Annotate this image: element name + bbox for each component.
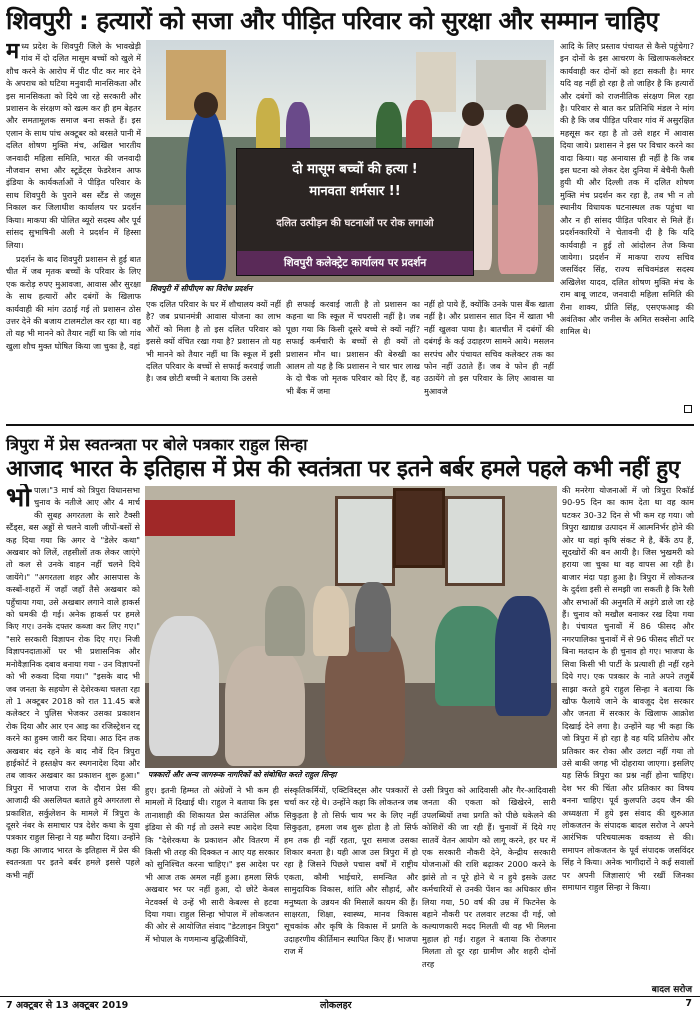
article2-col1-text: पाल।"3 मार्च को त्रिपुरा विधानसभा चुनाव के नतीजे आए और 4 मार्च की सुबह अगरतला के सारे टैक्सी स्टैंड्स, बस अड्डों से चलने वाली जीपों-बसों से कह दिया गया कि अगर वे "डेलेर कथा" अखबार को लिलें, तहसीलों तक लेकर जाएंगे तो कल से उनके वाहन नहीं चलने दिये जायेंगे।" "अगरतला शहर और आसपास के कस्बों-शहरों में जहाँ जहाँ तैसे अखबार को पहुँचाया गया, उसे अखबार लगाने वाले हाकर्स को धमकी दी गई। अनेक हाकर्स पर हमले किए गए। उनके दफ्तर कब्जा कर लिए गए।" "सारे सरकारी विज्ञापन रोक दिए गए। निजी विज्ञापनदाताओं पर भी प्रशासनिक और मनोवैज्ञानिक दबाव बनाया गया - उन विज्ञापनों को भी रुकवा दिया गया।" "इसके बाद भी जब जनता के सहयोग से देशेरकथा चलता रहा तो 1 अक्टूबर 2018 को रात 11.45 बजे कलेक्टर ने पुलिस भेजकर उसका प्रकाशन रोक दिया और आर एन आइ का रजिस्ट्रेशन रद्द करने का हुक्म जारी कर दिया। आठ दिन तक अखबार बंद रहने के बाद नौवें दिन त्रिपुरा हाईकोर्ट ने हस्तक्षेप कर स्थगनादेश दिया और तब जाकर अखबार का प्रकाशन शुरू हुआ।" त्रिपुरा में भाजपा राज के दौरान प्रेस की आजादी की असलियत बताते हुये अगरतला से प्रकाशित, सर्कुलेशन के मामले में त्रिपुरा के दूसरे नंबर के समाचार पत्र देशेर कथा के युवा पत्रकार राहुल सिन्हा ने यह ब्यौरा दिया। उन्होंने कहा कि आजाद भारत के इतिहास में प्रेस की स्वतन्त्रता पर इतने बर्बर हमले इससे पहले कभी नहीं (6, 485, 140, 880)
article2-byline: बादल सरोज (651, 985, 692, 995)
article1-column-2 (146, 298, 281, 412)
page-footer (0, 996, 700, 1010)
article2-col4-text: उसी त्रिपुरा को आदिवासी और गैर-आदिवासी जनता की एकता को खिखेरने, सारी उपलब्धियों तथा प्रगति को पीछे धकेलने की कोशिशें की जा रही हैं। चुनावों में दिये गए सातवें वेतन आयोग को लागू करने, हर घर में एक सरकारी नौकरी देने, केन्द्रीय सरकारी योजनाओं की राशि बढ़ाकर 2000 करने के झांसे तो न पूरे होने थे न हुये इसके उलट कर्मचारियों से उनकी पेंशन का अधिकार छीन लिया गया, 50 वर्ष की उम्र में फिटनेस के बहाने नौकरी पर तलवार लटका दी गई, जो कल्याणकारी मदद मिलती थी वह भी मिलना मुहाल हो गई। राहुल ने बताया कि रोजगार मिलता तो दूर रहा ग्रामीण और शहरी दोनों तरह (422, 785, 556, 969)
footer-page-number: 7 (685, 998, 692, 1009)
footer-publication: लोकलहर (320, 1000, 352, 1010)
article1-headline: शिवपुरी : हत्यारों को सजा और पीड़ित परिवार को सुरक्षा और सम्मान चाहिए (6, 6, 659, 35)
article2-dropcap: भो (6, 484, 32, 513)
article1-column-5 (560, 40, 694, 412)
article2-col3-text: संस्कृतिकर्मियों, एक्टिविस्ट्स और पत्रकारों से चर्चा कर रहे थे। उन्होंने कहा कि लोकतन्त्र जब सिकुड़ता है तो सिर्फ चाय भर के लिए नहीं सिकुड़ता, हमला जब शुरू होता है तो सिर्फ हम तक ही नहीं रहता, पूरा समाज उसका शिकार बनता है। यही आज उस त्रिपुरा में हो रहा है जिसने पिछले पचास वर्षों में राष्ट्रीय एकता, कौमी भाईचारे, समन्वित और सामुदायिक विकास, शांति और सौहार्द, और मनुष्यता के उन्नयन की मिसालें कायम की हैं। साक्षरता, शिक्षा, स्वास्थ्य, मानव विकास सूचकांक और कृषि के विकास में प्रगति के उदाहरणीय कीर्तिमान स्थापित किए हैं। भाजपा राज में (284, 785, 418, 957)
protest-photo-caption: शिवपुरी में सीपीएम का विरोध प्रदर्शन (150, 284, 253, 293)
article1-col4-text: नहीं हो पाये हैं, क्योंकि उनके पास बैंक खाता नहीं है। और प्रशासन सात दिन में खाता भी नहीं खुलवा पाया है। बातचीत में दबंगों की दबंगई के कई उदाहरण सामने आये। मसलन सरपंच और पंचायत सचिव कलेक्टर तक का फोन नहीं उठाते हैं। जब वे फोन ही नहीं उठायेंगे तो इस परिवार के लिए आवास या मुआवजे (424, 299, 554, 396)
banner-line-1: दो मासूम बच्चों की हत्या ! (292, 162, 418, 177)
article-end-mark (684, 405, 692, 413)
protest-banner (236, 148, 474, 276)
article1-column-4 (424, 298, 554, 412)
article1-col3-text: ही सफाई करवाई जाती है तो प्रशासन का कहना था कि स्कूल में चपरासी नहीं है। जब पूछा गया कि किसी दूसरे बच्चे से क्यों नहीं? सफाई कर्मचारी के बच्चों से ही क्यों तो प्रशासन मौन था। प्रशासन की बेरुखी का आलम तो यह है कि प्रशासन ने चार चार लाख के दो चैक जो मृतक परिवार को दिए हैं, वह भी बैंक में जमा (286, 299, 420, 396)
article2-column-5 (562, 484, 694, 980)
article1-col1b-text: प्रदर्शन के बाद शिवपुरी प्रशासन से हुई बात चीत में जब मृतक बच्चों के परिवार के लिए एक करोड़ रुपए मुआवजा, आवास और सुरक्षा के साथ हत्यारों और दबंगों के खिलाफ कार्यवाही की मांग उठाई गई तो प्रशासन ठोस उत्तर देने की बजाय टालमटोल कर रहा था। वह तो यह भी मानने को तैयार नहीं था कि जो गांव खुला शौच मुक्त घोषित किया जा चुका है, वहां (6, 253, 141, 351)
article1-column-1 (6, 40, 141, 410)
article1-dropcap: म (6, 40, 20, 64)
article2-col2-text: हुए। इतनी हिम्मत तो अंग्रेजों ने भी कम ही मामलों में दिखाई थी। राहुल ने बताया कि इस तानाशाही की शिकायत प्रेस काउंसिल ऑफ़ इंडिया से की गई तो उसने स्पष्ट आदेश दिया कि "देशेरकथा के प्रकाशन और वितरण में किसी भी तरह की दिक्कत न आए यह सरकार को सुनिश्चित करना चाहिए।" इस आदेश पर भी आज तक अमल नहीं हुआ। हमला सिर्फ अखबार भर पर नहीं हुआ, दो छोटे केबल नेटवर्क्स थे उन्हें भी सारी केबल्स से हटवा दिया गया। राहुल सिन्हा भोपाल में लोकजतन की ओर से आयोजित संवाद "डेटलाइन त्रिपुरा" में भोपाल के गणमान्य बुद्धिजीवियों, (145, 785, 279, 944)
protest-photo (146, 40, 554, 282)
article1-col2-text: एक दलित परिवार के घर में शौचालय क्यों नहीं है? जब प्रधानमंत्री आवास योजना का लाभ औरों को मिला है तो इस दलित परिवार को इससे क्यों वंचित रखा गया है? प्रशासन तो यह भी मानने को तैयार नहीं था कि स्कूल में इसी दलित परिवार के बच्चों से सफाई करवाई जाती है। जब छोटी बच्ची ने बताया कि उससे (146, 299, 281, 384)
article2-column-2 (145, 784, 279, 994)
article2-column-1 (6, 484, 140, 984)
article2-col5-text: की मनरेगा योजनाओं में जो त्रिपुरा रिकॉर्ड 90-95 दिन का काम देता था वह काम घटकर 30-32 दिन से भी कम रह गया। जो त्रिपुरा खाद्यान्न उत्पादन में आत्मनिर्भर होने की ओर था वहां कृषि संकट मे है, बैंकें ठप हैं, सूदखोरों की बन आयी है। जिस भुखमरी को हराया जा चुका था वह वापस आ रही है। बाजार मंदा पड़ा हुआ है। त्रिपुरा में लोकतन्त्र के दुर्दशा इसी से समझी जा सकती है कि रैली और सभाओं की अनुमति में अड़ंगे डाले जा रहे हैं। चुनाव को मखौल बनाकर रख दिया गया है। पंचायत चुनावों में 86 फीसद और नगरपालिका चुनावों में से 96 फीसद सीटों पर बिना मतदान के ही चुनाव हो गए। भाजपा के सिवा किसी भी पार्टी के प्रत्याशी ही नहीं रहने दिये गए। एक पत्रकार के नाते अपने तजुर्बे साझा करते हुये राहुल सिन्हा ने बताया कि खौफ फैलाये जाने के बावजूद देश सरकार और जनता में सरकार के खिलाफ आक्रोश दिखाई देने लगा है। उन्होंने यह भी कहा कि जो त्रिपुरा में हो रहा है वह यदि प्रतिरोध और प्रतिकार कर रोका और उलटा नहीं गया तो उसे बाकी जगह भी दोहराया जाएगा। इसलिए यह सिर्फ त्रिपुरा का प्रश्न नहीं होना चाहिए। देश भर की चिंता और प्रतिकार का विषय बनना चाहिए। पूर्व कुलपति उदय जैन की अध्यक्षता में हुये इस संवाद की शुरुआत लोकजतन के संपादक बादल सरोज ने अपने आरंभिक परिचयात्मक वक्तव्य से की। समापन लोकजतन के पूर्व संपादक जसविंदर सिंह ने किया। अनेक भागीदारों ने कई सवालों पर अपनी जिज्ञासाएं भी रखीं जिनका समाधान राहुल सिन्हा ने किया। (562, 485, 694, 892)
banner-line-2: मानवता शर्मसार !! (309, 184, 401, 199)
meeting-photo (145, 486, 557, 768)
article2-headline: आजाद भारत के इतिहास में प्रेस की स्वतंत्रता पर इतने बर्बर हमले पहले कभी नहीं हुए (6, 456, 680, 482)
article2-kicker: त्रिपुरा में प्रेस स्वतन्त्रता पर बोले पत्रकार राहुल सिन्हा (6, 435, 308, 454)
article1-col1-text: ध्य प्रदेश के शिवपुरी जिले के भावखेड़ी गांव में दो दलित मासूम बच्चों को खुले में शौच करने के आरोप में पीट पीट कर मार देने के अपराध को घटिया मनुवादी मानसिकता और इस मानसिकता को दिये जा रहे सरकारी और प्रशासन के संरक्षण को खत्म कर ही हम बेहतर और समतामूलक समाज बना सकते हैं। इस एलान के साथ पांच अक्टूबर को बरसते पानी में दलित शोषण मुक्ति मंच, अखिल भारतीय जनवादी महिला समिति, भारत की जनवादी नौजवान सभा और स्टूडेंट्स फेडरेशन आफ इंडिया के कार्यकर्ताओं ने पीड़ित परिवार के साथ शिवपुरी के पुराने बस स्टैंड से जलूस निकाल कर जिलाधीश कार्यालय पर प्रदर्शन किया। माकपा की पोलित ब्यूरो सदस्य और पूर्व सांसद सुभाषिनी अली ने प्रदर्शन में हिस्सा लिया। (6, 41, 141, 250)
article2-column-3 (284, 784, 418, 994)
banner-line-4: शिवपुरी कलेक्ट्रेट कार्यालय पर प्रदर्शन (283, 257, 427, 269)
banner-line-3: दलित उत्पीड़न की घटनाओं पर रोक लगाओ (276, 218, 434, 229)
footer-date: 7 अक्टूबर से 13 अक्टूबर 2019 (6, 1000, 129, 1010)
article1-col5-text: आदि के लिए प्रस्ताव पंचायत से कैसे पहुंचेगा? इन दोनों के इस आचरण के खिलाफकलेक्टर कार्यवाही कर दोनों को हटा सकती है। मगर यदि वह नहीं हो रहा है तो जाहिर है कि हत्यारों और दबंगों को राजनीतिक संरक्षण मिल रहा है। परिवार से बात कर प्रतिनिधि मंडल ने मांग की है कि जब पीड़ित परिवार गांव में असुरक्षित महसूस कर रहा है तो उसे शहर में आवास दिया जाये। प्रशासन ने इस पर विचार करने का वादा किया। यह अनायास ही नहीं है कि जब इस घटना को लेकर देश दुनिया में बेचैनी फैली हुयी थी और दिल्ली तक में दलित शोषण मुक्ति मंच प्रदर्शन कर रहा है, तब भी न तो स्थानीय विधायक घटनास्थल तक पहुंचा था और न ही सांसद पीड़ित परिवार से मिले हैं। प्रदर्शनकारियों ने चेतावनी दी है कि यदि कार्यवाही न हुई तो आंदोलन तेज किया जायेगा। प्रदर्शन में माकपा राज्य सचिव जसविंदर सिंह, राज्य सचिवमंडल सदस्य अखिलेश यादव, दलित शोषण मुक्ति मंच के राम बाबू जाटव, जनवादी महिला समिति की रीना शाक्य, प्रीति सिंह, एसएफआइ की अवंतिका और जनीस के अमित सक्सेना आदि शामिल थे। (560, 41, 694, 337)
meeting-photo-caption: पत्रकारों और अन्य जागरूक नागरिकों को संबोधित करते राहुल सिन्हा (148, 770, 337, 779)
section-divider (6, 424, 694, 426)
article1-column-3 (286, 298, 420, 412)
article2-column-4 (422, 784, 556, 994)
